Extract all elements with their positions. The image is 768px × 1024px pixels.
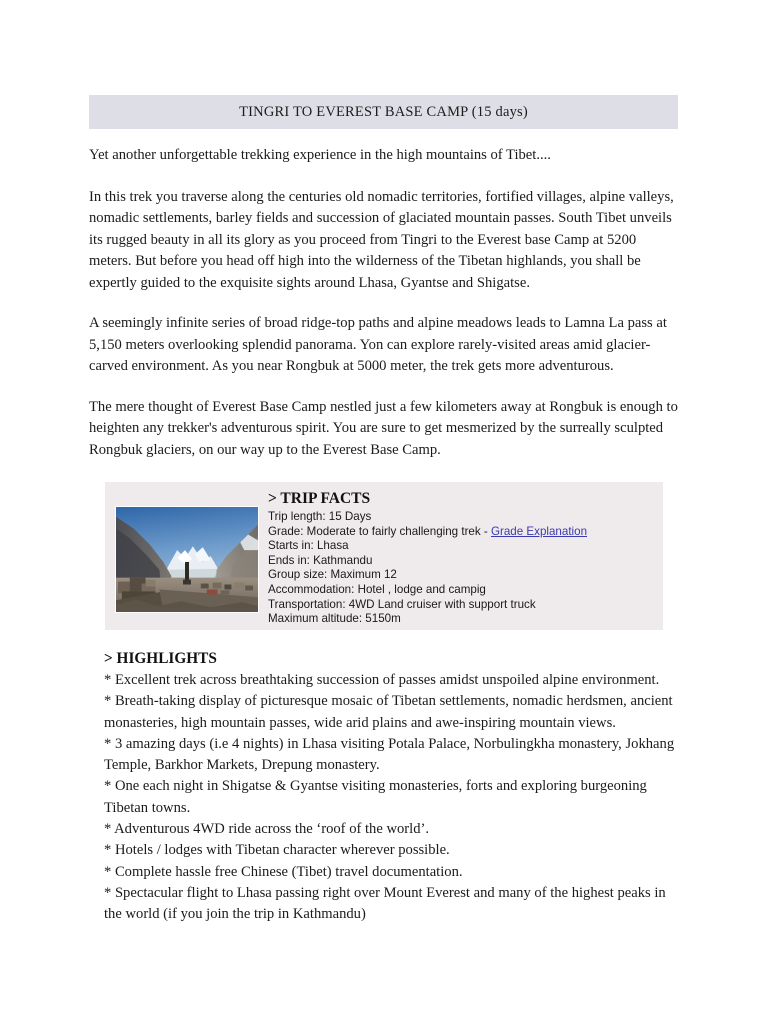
highlight-item: * Excellent trek across breathtaking succession of passes amidst unspoiled alpine environment. [104,672,660,688]
fact-label: Accommodation: [268,582,355,596]
fact-label: Ends in: [268,553,310,567]
fact-group-size [268,568,655,583]
fact-label: Trip length: [268,510,326,523]
fact-label: Starts in: [268,539,314,553]
highlight-item: * Adventurous 4WD ride across the ‘roof of the world’. [104,821,430,838]
highlight-item: * Spectacular flight to Lhasa passing right over Mount Everest and many of the highest peaks in the world (if you join the trip in Kathmandu) [104,884,666,923]
fact-accommodation [268,583,655,598]
highlight-item: * Complete hassle free Chinese (Tibet) travel documentation. [104,863,463,880]
fact-value: Kathmandu [309,553,373,567]
paragraph-3: The mere thought of Everest Base Camp nestled just a few kilometers away at Rongbuk is enough to heighten any trekker's adventurous spirit. You are sure to get mesmerized by the surreally sculpted Rongbuk glaciers, on our way up to the Everest Base Camp. [89,398,678,458]
fact-ends-in [268,554,655,569]
fact-value: 5150m [362,612,401,626]
fact-label: Group size: [268,568,328,582]
fact-value: 4WD Land cruiser with support truck [345,597,536,611]
fact-value: Lhasa [313,539,349,553]
fact-label: Transportation: [268,597,346,611]
fact-value: 15 Days [325,510,372,523]
highlight-item: * 3 amazing days (i.e 4 nights) in Lhasa visiting Potala Palace, Norbulingkha monastery, Jokhang Temple, Barkhor Markets, Drepung monastery. [104,735,675,774]
grade-explanation-link[interactable]: Grade Explanation [490,524,588,538]
fact-value: Maximum 12 [327,568,397,582]
paragraph-2: A seemingly infinite series of broad ridge-top paths and alpine meadows leads to Lamna La pass at 5,150 meters overlooking splendid panorama. Yon can explore rarely-visited areas amid glacier-carved environment. As you near Rongbuk at 5000 meter, the trek gets more adventurous. [89,315,667,374]
fact-value: Hotel , lodge and campig [354,582,486,596]
highlight-item: * Breath-taking display of picturesque mosaic of Tibetan settlements, nomadic herdsmen, ancient monasteries, high mountain passes, wide arid plains and awe-inspiring mountain views. [104,693,673,731]
fact-starts-in [268,539,655,554]
fact-transportation [268,598,655,613]
fact-maximum-altitude [268,612,655,627]
paragraph-1: In this trek you traverse along the centuries old nomadic territories, fortified villages, alpine valleys, nomadic settlements, barley fields and succession of glaciated mountain passes. South Tibet unveils its rugged beauty in all its glory as you proceed from Tingri to the Everest base Camp at 5200 meters. But before you head off high into the wilderness of the Tibetan highlands, you shall be expertly guided to the exquisite sights around Lhasa, Gyantse and Shigatse. [89,188,674,291]
lead-paragraph: Yet another unforgettable trekking experience in the high mountains of Tibet.... [89,147,551,163]
highlight-item: * One each night in Shigatse & Gyantse visiting monasteries, forts and exploring burgeoning Tibetan towns. [104,778,647,816]
trip-facts-text [268,489,655,627]
tibetan-valley-photo [115,506,259,613]
highlights-heading: > HIGHLIGHTS [104,650,217,667]
fact-grade [268,525,655,540]
photo-illustration [116,507,258,612]
fact-label: Maximum altitude: [268,612,363,626]
fact-value: Moderate to fairly challenging trek - [303,524,491,538]
fact-trip-length [268,510,655,525]
page-title: TINGRI TO EVEREST BASE CAMP (15 days) [239,103,528,120]
highlight-item: * Hotels / lodges with Tibetan character wherever possible. [104,842,450,859]
highlights-section [104,648,680,926]
document-title-banner [89,95,678,129]
trip-facts-panel [105,482,663,630]
document-body [89,145,681,480]
fact-label: Grade: [268,524,304,538]
trip-facts-heading: > TRIP FACTS [268,490,371,507]
